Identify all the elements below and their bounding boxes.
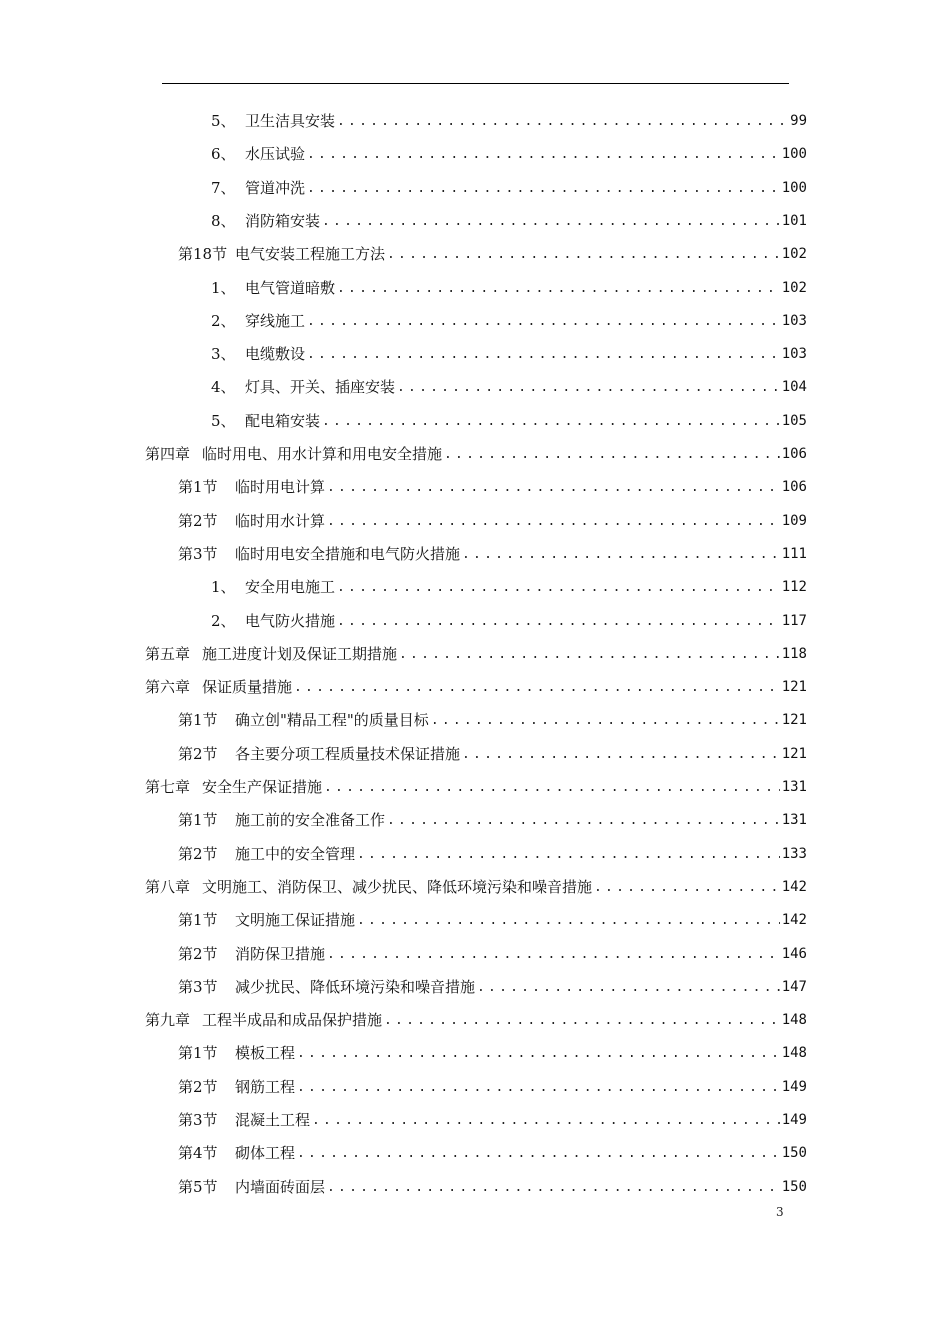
toc-entry-title: 管道冲洗 [245,178,306,197]
toc-dot-leader [297,1037,780,1070]
toc-entry-number: 第1节 [178,1044,218,1063]
toc-dot-leader [387,804,780,837]
toc-entry-number: 第2节 [178,744,218,763]
header-rule [162,83,789,84]
toc-entry-number: 第2节 [178,511,218,530]
toc-dot-leader [307,305,780,338]
toc-entry-number: 7、 [211,178,236,197]
toc-entry[interactable] [211,605,807,638]
toc-entry-title: 电气防火措施 [245,611,336,630]
toc-entry-title: 施工中的安全管理 [235,844,356,863]
toc-entry[interactable] [178,238,807,271]
toc-dot-leader [307,172,780,205]
toc-dot-leader [477,971,780,1004]
toc-entry-number: 1、 [211,578,236,597]
toc-entry-page: 109 [781,512,807,529]
toc-entry[interactable] [178,704,807,737]
toc-entry-title: 钢筋工程 [235,1077,296,1096]
toc-entry-number: 第1节 [178,811,218,830]
toc-entry-page: 150 [781,1178,807,1195]
toc-entry-title: 安全用电施工 [245,578,336,597]
toc-entry[interactable] [178,1137,807,1170]
toc-dot-leader [322,205,780,238]
toc-dot-leader [337,605,780,638]
toc-entry-title: 施工前的安全准备工作 [235,811,386,830]
footer-page-number: 3 [776,1205,784,1219]
toc-dot-leader [324,771,780,804]
toc-dot-leader [337,571,780,604]
toc-dot-leader [312,1104,780,1137]
toc-entry-page: 142 [781,878,807,895]
toc-entry-page: 142 [781,912,807,929]
toc-entry-number: 第1节 [178,711,218,730]
toc-entry-page: 99 [790,113,807,129]
toc-entry-page: 121 [781,679,807,696]
toc-entry-title: 水压试验 [245,145,306,164]
toc-entry-title: 电气安装工程施工方法 [235,245,386,264]
toc-entry[interactable] [145,638,807,671]
toc-entry[interactable] [211,305,807,338]
toc-dot-leader [307,338,780,371]
toc-entry[interactable] [145,871,807,904]
toc-entry[interactable] [178,1104,807,1137]
toc-entry-number: 第1节 [178,478,218,497]
toc-entry-number: 第3节 [178,544,218,563]
toc-entry-number: 第六章 [145,678,191,697]
toc-entry-title: 消防保卫措施 [235,944,326,963]
toc-entry-number: 2、 [211,311,236,330]
toc-entry[interactable] [211,571,807,604]
toc-entry-title: 临时用电、用水计算和用电安全措施 [202,445,443,463]
toc-entry[interactable] [145,771,807,804]
toc-entry-title: 砌体工程 [235,1144,296,1163]
toc-entry-number: 2、 [211,611,236,630]
toc-entry-title: 施工进度计划及保证工期措施 [202,644,398,663]
toc-entry[interactable] [145,1004,807,1037]
toc-dot-leader [297,1071,780,1104]
toc-entry-title: 内墙面砖面层 [235,1177,326,1196]
toc-entry-number: 第八章 [145,877,191,896]
toc-dot-leader [297,1137,780,1170]
toc-entry-page: 133 [781,845,807,862]
toc-dot-leader [327,1171,780,1204]
toc-entry-number: 第九章 [145,1011,191,1030]
toc-entry[interactable] [211,272,807,305]
toc-entry[interactable] [211,338,807,371]
toc-entry-number: 8、 [211,211,236,230]
toc-dot-leader [327,471,780,504]
toc-entry[interactable] [178,904,807,937]
toc-entry-page: 149 [781,1112,807,1128]
toc-entry[interactable] [178,1071,807,1104]
toc-entry[interactable] [211,138,807,171]
toc-entry-page: 117 [781,612,807,629]
toc-dot-leader [357,904,780,937]
toc-entry-page: 112 [781,579,807,596]
toc-entry-number: 3、 [211,345,236,364]
toc-entry-title: 配电箱安装 [245,411,321,430]
toc-entry-title: 文明施工、消防保卫、减少扰民、降低环境污染和噪音措施 [202,877,593,896]
toc-entry-title: 电气管道暗敷 [245,278,336,297]
toc-entry-title: 模板工程 [235,1044,296,1063]
toc-entry-page: 131 [781,779,807,795]
toc-dot-leader [594,871,780,904]
toc-entry-number: 5、 [211,112,236,130]
toc-entry-page: 102 [781,246,807,263]
toc-entry-number: 第2节 [178,944,218,963]
toc-entry-title: 文明施工保证措施 [235,911,356,930]
toc-entry-page: 146 [781,945,807,962]
toc-dot-leader [462,538,780,571]
toc-entry[interactable] [178,1037,807,1070]
toc-entry-page: 148 [781,1045,807,1062]
toc-entry-page: 100 [781,146,807,163]
toc-entry-page: 121 [781,712,807,729]
toc-dot-leader [322,405,780,438]
toc-dot-leader [307,138,780,171]
toc-entry-page: 103 [781,312,807,329]
toc-entry-number: 第3节 [178,1111,218,1129]
toc-entry-number: 第四章 [145,445,191,463]
toc-entry[interactable] [145,438,807,471]
toc-entry[interactable] [178,938,807,971]
toc-entry[interactable] [211,205,807,238]
toc-entry-title: 确立创"精品工程"的质量目标 [235,711,429,730]
toc-entry-page: 100 [781,179,807,196]
toc-entry-number: 第5节 [178,1177,218,1196]
toc-entry-title: 保证质量措施 [202,678,293,697]
toc-entry-number: 第五章 [145,644,191,663]
toc-dot-leader [337,272,780,305]
toc-entry[interactable] [211,371,807,404]
toc-entry[interactable] [211,405,807,438]
toc-entry-number: 5、 [211,411,236,430]
toc-entry[interactable] [178,1171,807,1204]
toc-entry-number: 1、 [211,278,236,297]
toc-entry-number: 第七章 [145,778,191,796]
toc-entry-title: 卫生洁具安装 [245,112,336,130]
toc-entry-page: 118 [781,645,807,662]
toc-entry-title: 临时用电安全措施和电气防火措施 [235,544,461,563]
toc-entry[interactable] [178,471,807,504]
toc-entry-title: 混凝土工程 [235,1111,311,1129]
toc-entry[interactable] [178,505,807,538]
toc-entry-page: 147 [781,978,807,995]
toc-entry-title: 灯具、开关、插座安装 [245,378,396,397]
toc-entry-page: 103 [781,346,807,363]
toc-dot-leader [462,738,780,771]
toc-entry-page: 106 [781,446,807,462]
toc-entry-title: 安全生产保证措施 [202,778,323,796]
toc-dot-leader [357,838,780,871]
toc-entry-number: 4、 [211,378,236,397]
toc-dot-leader [444,438,780,471]
toc-entry-title: 穿线施工 [245,311,306,330]
toc-dot-leader [387,238,780,271]
toc-entry[interactable] [178,738,807,771]
toc-dot-leader [294,671,780,704]
toc-entry-page: 149 [781,1078,807,1095]
toc-entry[interactable] [145,671,807,704]
toc-entry-page: 102 [781,279,807,296]
toc-entry[interactable] [178,804,807,837]
toc-entry-title: 电缆敷设 [245,345,306,364]
toc-entry-number: 第1节 [178,911,218,930]
toc-entry[interactable] [211,172,807,205]
toc-entry-title: 减少扰民、降低环境污染和噪音措施 [235,977,476,996]
toc-entry-title: 临时用电计算 [235,478,326,497]
toc-dot-leader [397,371,780,404]
toc-entry-number: 第18节 [178,245,228,264]
toc-dot-leader [327,505,780,538]
toc-dot-leader [327,938,780,971]
toc-entry-number: 第2节 [178,844,218,863]
toc-entry-number: 第3节 [178,977,218,996]
toc-dot-leader [384,1004,780,1037]
toc-entry[interactable] [178,971,807,1004]
toc-entry-title: 工程半成品和成品保护措施 [202,1011,383,1030]
toc-entry-number: 第2节 [178,1077,218,1096]
toc-entry-number: 6、 [211,145,236,164]
toc-entry-page: 105 [781,412,807,429]
toc-entry-page: 148 [781,1012,807,1029]
toc-entry[interactable] [178,538,807,571]
toc-dot-leader [399,638,780,671]
toc-entry[interactable] [211,105,807,138]
toc-dot-leader [337,105,783,138]
toc-entry-page: 131 [781,812,807,829]
toc-entry-page: 106 [781,479,807,496]
toc-entry-number: 第4节 [178,1144,218,1163]
toc-entry-title: 消防箱安装 [245,211,321,230]
toc-entry-page: 121 [781,745,807,762]
toc-entry[interactable] [178,838,807,871]
toc-entry-title: 临时用水计算 [235,511,326,530]
toc-entry-title: 各主要分项工程质量技术保证措施 [235,744,461,763]
toc-entry-page: 104 [781,379,807,396]
toc-dot-leader [431,704,780,737]
toc-entry-page: 101 [781,212,807,229]
toc-entry-page: 111 [781,545,807,562]
toc-entry-page: 150 [781,1145,807,1162]
